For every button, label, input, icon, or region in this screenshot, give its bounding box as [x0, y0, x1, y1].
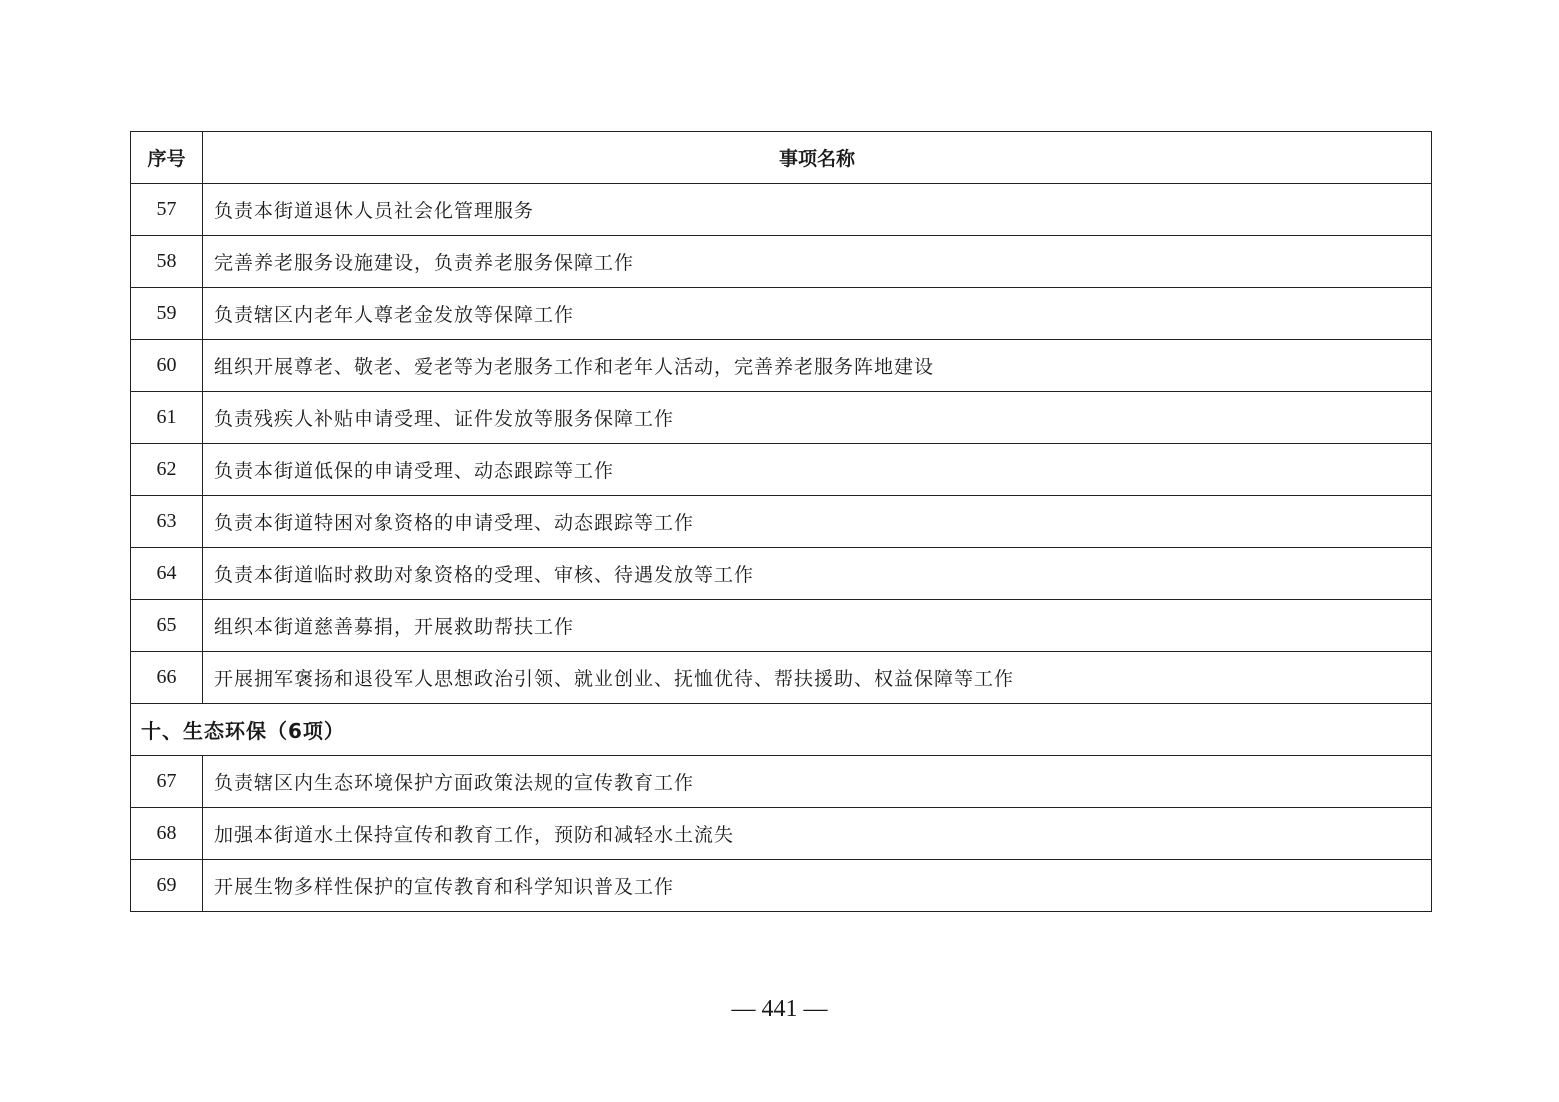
page-number: — 441 —: [731, 996, 828, 1022]
table-row: [131, 600, 1432, 652]
row-name: 负责残疾人补贴申请受理、证件发放等服务保障工作: [203, 392, 1432, 444]
row-number: 68: [131, 808, 203, 860]
row-number: 58: [131, 236, 203, 288]
table-row: [131, 652, 1432, 704]
row-number: 65: [131, 600, 203, 652]
row-number: 59: [131, 288, 203, 340]
row-number: 67: [131, 756, 203, 808]
table-row: [131, 392, 1432, 444]
table-row: [131, 808, 1432, 860]
row-name: 开展生物多样性保护的宣传教育和科学知识普及工作: [203, 860, 1432, 912]
row-name: 组织本街道慈善募捐，开展救助帮扶工作: [203, 600, 1432, 652]
row-name: 加强本街道水土保持宣传和教育工作，预防和减轻水土流失: [203, 808, 1432, 860]
table-row: [131, 548, 1432, 600]
table-header-row: [131, 132, 1432, 184]
row-name: 负责辖区内生态环境保护方面政策法规的宣传教育工作: [203, 756, 1432, 808]
table-row: [131, 236, 1432, 288]
row-name: 负责本街道特困对象资格的申请受理、动态跟踪等工作: [203, 496, 1432, 548]
row-number: 66: [131, 652, 203, 704]
table-row: [131, 756, 1432, 808]
section-row: [131, 704, 1432, 756]
row-name: 负责辖区内老年人尊老金发放等保障工作: [203, 288, 1432, 340]
row-number: 63: [131, 496, 203, 548]
row-name: 负责本街道临时救助对象资格的受理、审核、待遇发放等工作: [203, 548, 1432, 600]
row-number: 69: [131, 860, 203, 912]
row-name: 组织开展尊老、敬老、爱老等为老服务工作和老年人活动，完善养老服务阵地建设: [203, 340, 1432, 392]
row-number: 64: [131, 548, 203, 600]
row-number: 62: [131, 444, 203, 496]
row-name: 负责本街道退休人员社会化管理服务: [203, 184, 1432, 236]
row-name: 开展拥军褒扬和退役军人思想政治引领、就业创业、抚恤优待、帮扶援助、权益保障等工作: [203, 652, 1432, 704]
table-row: [131, 860, 1432, 912]
row-name: 负责本街道低保的申请受理、动态跟踪等工作: [203, 444, 1432, 496]
table-row: [131, 184, 1432, 236]
row-number: 57: [131, 184, 203, 236]
table-row: [131, 444, 1432, 496]
table-row: [131, 340, 1432, 392]
header-name: 事项名称: [203, 132, 1432, 184]
table-row: [131, 496, 1432, 548]
section-title: 十、生态环保（6项）: [131, 704, 1432, 756]
row-number: 61: [131, 392, 203, 444]
matters-table: [130, 131, 1432, 912]
header-number: 序号: [131, 132, 203, 184]
row-number: 60: [131, 340, 203, 392]
row-name: 完善养老服务设施建设，负责养老服务保障工作: [203, 236, 1432, 288]
table-row: [131, 288, 1432, 340]
